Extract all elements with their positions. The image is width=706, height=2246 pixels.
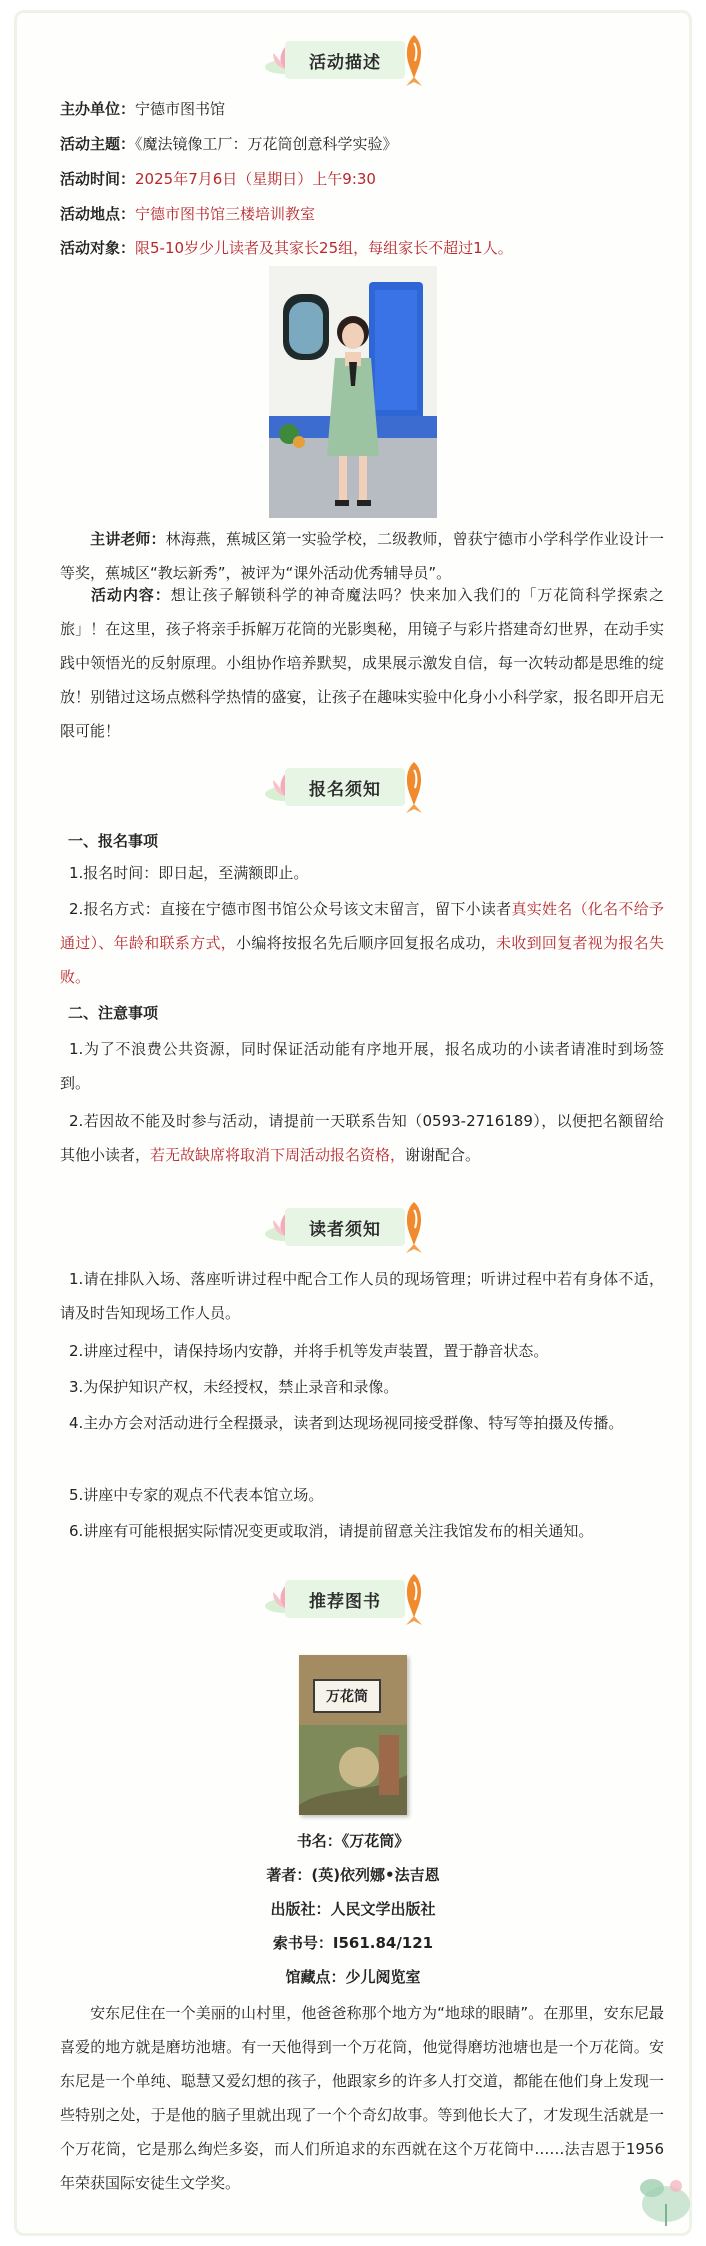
reader-item-1-text: 1.请在排队入场、落座听讲过程中配合工作人员的现场管理；听讲过程中若有身体不适，请及时告知现场工作人员。 [60,1270,664,1322]
section-title-description [263,33,443,89]
theme-label: 活动主题： [60,135,136,153]
reader-item-6-text: 6.讲座有可能根据实际情况变更或取消，请提前留意关注我馆发布的相关通知。 [69,1522,594,1540]
organizer-row [60,98,225,120]
book-cover-title: 万花筒 [313,1679,381,1713]
signup-item-2-red-2: 未收到回复者视为报名失败。 [60,934,664,986]
notice-item-2-text-a: 2.若因故不能及时参与活动，请提前一天联系告知（0593-2716189），以便把名额留给其他小读者， [60,1112,664,1164]
book-summary [60,1996,664,2200]
reader-item-2 [60,1334,664,1368]
signup-item-1-text: 1.报名时间：即日起，至满额即止。 [69,864,309,882]
section-title-signup [263,760,443,816]
target-row [60,237,513,259]
place-label: 活动地点： [60,205,136,223]
speaker-text: 林海燕，蕉城区第一实验学校，二级教师，曾获宁德市小学科学作业设计一等奖，蕉城区“教坛新秀”，被评为“课外活动优秀辅导员”。 [60,530,664,582]
notice-item-2-text-b: 谢谢配合。 [405,1146,481,1164]
book-summary-text: 安东尼住在一个美丽的山村里，他爸爸称那个地方为“地球的眼睛”。在那里，安东尼最喜爱的地方就是磨坊池塘。有一天他得到一个万花筒，他觉得磨坊池塘也是一个万花筒。安东尼是一个单纯、聪慧又爱幻想的孩子，他跟家乡的许多人打交道，都能在他们身上发现一些特别之处，于是他的脑子里就出现了一个个奇幻故事。等到他长大了，才发现生活就是一个万花筒，它是那么绚烂多姿，而人们所追求的东西就在这个万花筒中……法吉恩于1956年荣获国际安徒生文学奖。 [60,2004,664,2192]
reader-item-3-text: 3.为保护知识产权，未经授权，禁止录音和录像。 [69,1378,399,1396]
content-text: 想让孩子解锁科学的神奇魔法吗？快来加入我们的「万花筒科学探索之旅」！在这里，孩子将亲手拆解万花筒的光影奥秘，用镜子与彩片搭建奇幻世界，在动手实践中领悟光的反射原理。小组协作培养默契，成果展示激发自信，每一次转动都是思维的绽放！别错过这场点燃科学热情的盛宴，让孩子在趣味实验中化身小小科学家，报名即开启无限可能！ [60,586,664,740]
section-title-reader [263,1200,443,1256]
koi-fish-icon [401,760,427,814]
reader-item-4-text: 4.主办方会对活动进行全程摄录，读者到达现场视同接受群像、特写等拍摄及传播。 [69,1414,624,1432]
reader-item-3 [60,1370,664,1404]
speaker-label: 主讲老师： [90,530,166,548]
section-title-label: 读者须知 [285,1208,405,1246]
time-label: 活动时间： [60,170,136,188]
book-cover [299,1655,407,1815]
target-label: 活动对象： [60,239,136,257]
organizer-label: 主办单位： [60,100,136,118]
book-call-number: 索书号：I561.84/121 [272,1934,434,1952]
lotus-leaf-decoration-icon [632,2166,694,2228]
organizer-value: 宁德市图书馆 [135,100,226,118]
signup-heading-1: 一、报名事项 [68,832,159,850]
section-title-label: 活动描述 [285,41,405,79]
target-value: 限5-10岁少儿读者及其家长25组，每组家长不超过1人。 [135,239,513,257]
notice-item-2-red: 若无故缺席将取消下周活动报名资格， [150,1146,406,1164]
theme-row [60,133,398,155]
book-author: 著者：(英)依列娜•法吉恩 [266,1866,440,1884]
content-paragraph [60,578,664,748]
time-value: 2025年7月6日（星期日）上午9:30 [135,170,376,188]
theme-value: 《魔法镜像工厂：万花筒创意科学实验》 [135,135,398,153]
place-row [60,203,315,225]
signup-item-2-red-1: 真实姓名（化名不给予通过）、年龄和联系方式， [60,900,664,952]
koi-fish-icon [401,33,427,87]
reader-item-6 [60,1514,664,1548]
section-title-book [263,1572,443,1628]
teacher-photo [269,266,437,518]
notice-item-1-text: 1.为了不浪费公共资源，同时保证活动能有序地开展，报名成功的小读者请准时到场签到。 [60,1040,664,1092]
reader-item-2-text: 2.讲座过程中，请保持场内安静，并将手机等发声装置，置于静音状态。 [69,1342,549,1360]
signup-item-1 [60,856,664,890]
signup-heading-2: 二、注意事项 [68,1004,159,1022]
signup-item-2-text-a: 2.报名方式：直接在宁德市图书馆公众号该文末留言，留下小读者 [69,900,512,918]
content-label: 活动内容： [90,586,171,604]
section-title-label: 推荐图书 [285,1580,405,1618]
book-publisher: 出版社：人民文学出版社 [270,1900,436,1918]
signup-item-2 [60,892,664,994]
reader-item-5 [60,1478,664,1512]
notice-item-2 [60,1104,664,1172]
reader-item-5-text: 5.讲座中专家的观点不代表本馆立场。 [69,1486,324,1504]
book-location: 馆藏点：少儿阅览室 [285,1968,421,1986]
book-name: 书名：《万花筒》 [296,1832,410,1850]
reader-item-4 [60,1406,664,1440]
time-row [60,168,376,190]
koi-fish-icon [401,1200,427,1254]
koi-fish-icon [401,1572,427,1626]
reader-item-1 [60,1262,664,1330]
place-value: 宁德市图书馆三楼培训教室 [135,205,316,223]
signup-item-2-text-b: 小编将按报名先后顺序回复报名成功， [236,934,497,952]
notice-item-1 [60,1032,664,1100]
section-title-label: 报名须知 [285,768,405,806]
